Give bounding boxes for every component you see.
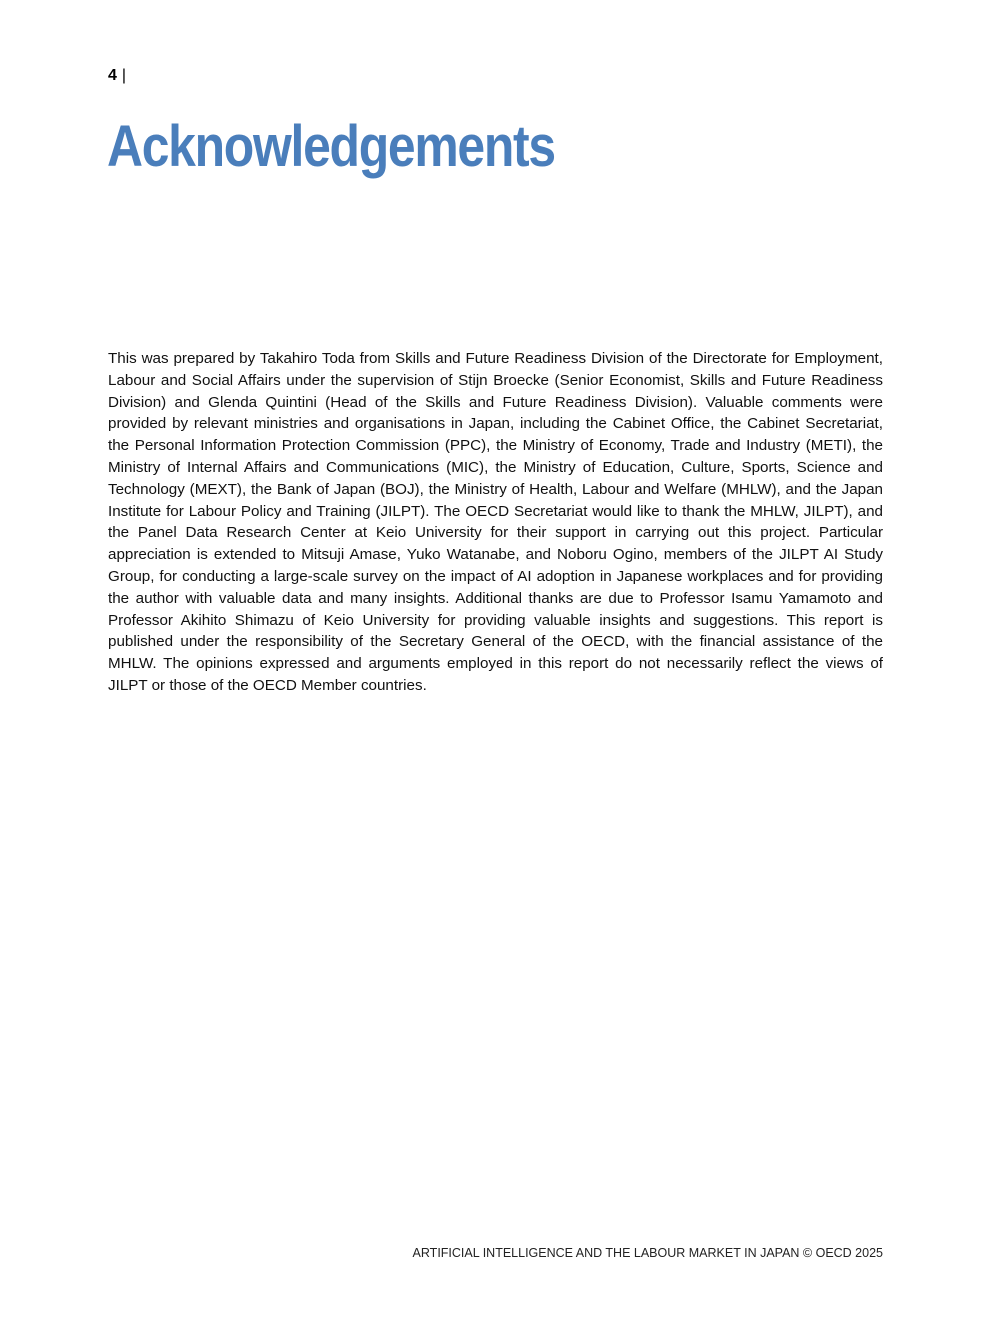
page-number: 4: [108, 67, 117, 84]
page-header: [108, 66, 126, 86]
page-title: Acknowledgements: [107, 114, 555, 179]
acknowledgements-paragraph: This was prepared by Takahiro Toda from Skills and Future Readiness Division of the Directorate for Employment, Labour and Social Affairs under the supervision of Stijn Broecke (Senior Economist, Skills and Future Readiness Division) and Glenda Quintini (Head of the Skills and Future Readiness Division). Valuable comments were provided by relevant ministries and organisations in Japan, including the Cabinet Office, the Cabinet Secretariat, the Personal Information Protection Commission (PPC), the Ministry of Economy, Trade and Industry (METI), the Ministry of Internal Affairs and Communications (MIC), the Ministry of Education, Culture, Sports, Science and Technology (MEXT), the Bank of Japan (BOJ), the Ministry of Health, Labour and Welfare (MHLW), and the Japan Institute for Labour Policy and Training (JILPT). The OECD Secretariat would like to thank the MHLW, JILPT), and the Panel Data Research Center at Keio University for their support in carrying out this project. Particular appreciation is extended to Mitsuji Amase, Yuko Watanabe, and Noboru Ogino, members of the JILPT AI Study Group, for conducting a large-scale survey on the impact of AI adoption in Japanese workplaces and for providing the author with valuable data and many insights. Additional thanks are due to Professor Isamu Yamamoto and Professor Akihito Shimazu of Keio University for providing valuable insights and suggestions. This report is published under the responsibility of the Secretary General of the OECD, with the financial assistance of the MHLW. The opinions expressed and arguments employed in this report do not necessarily reflect the views of JILPT or those of the OECD Member countries.: [108, 350, 883, 694]
page-separator: |: [121, 67, 127, 84]
page-footer: ARTIFICIAL INTELLIGENCE AND THE LABOUR MARKET IN JAPAN © OECD 2025: [412, 1246, 883, 1260]
